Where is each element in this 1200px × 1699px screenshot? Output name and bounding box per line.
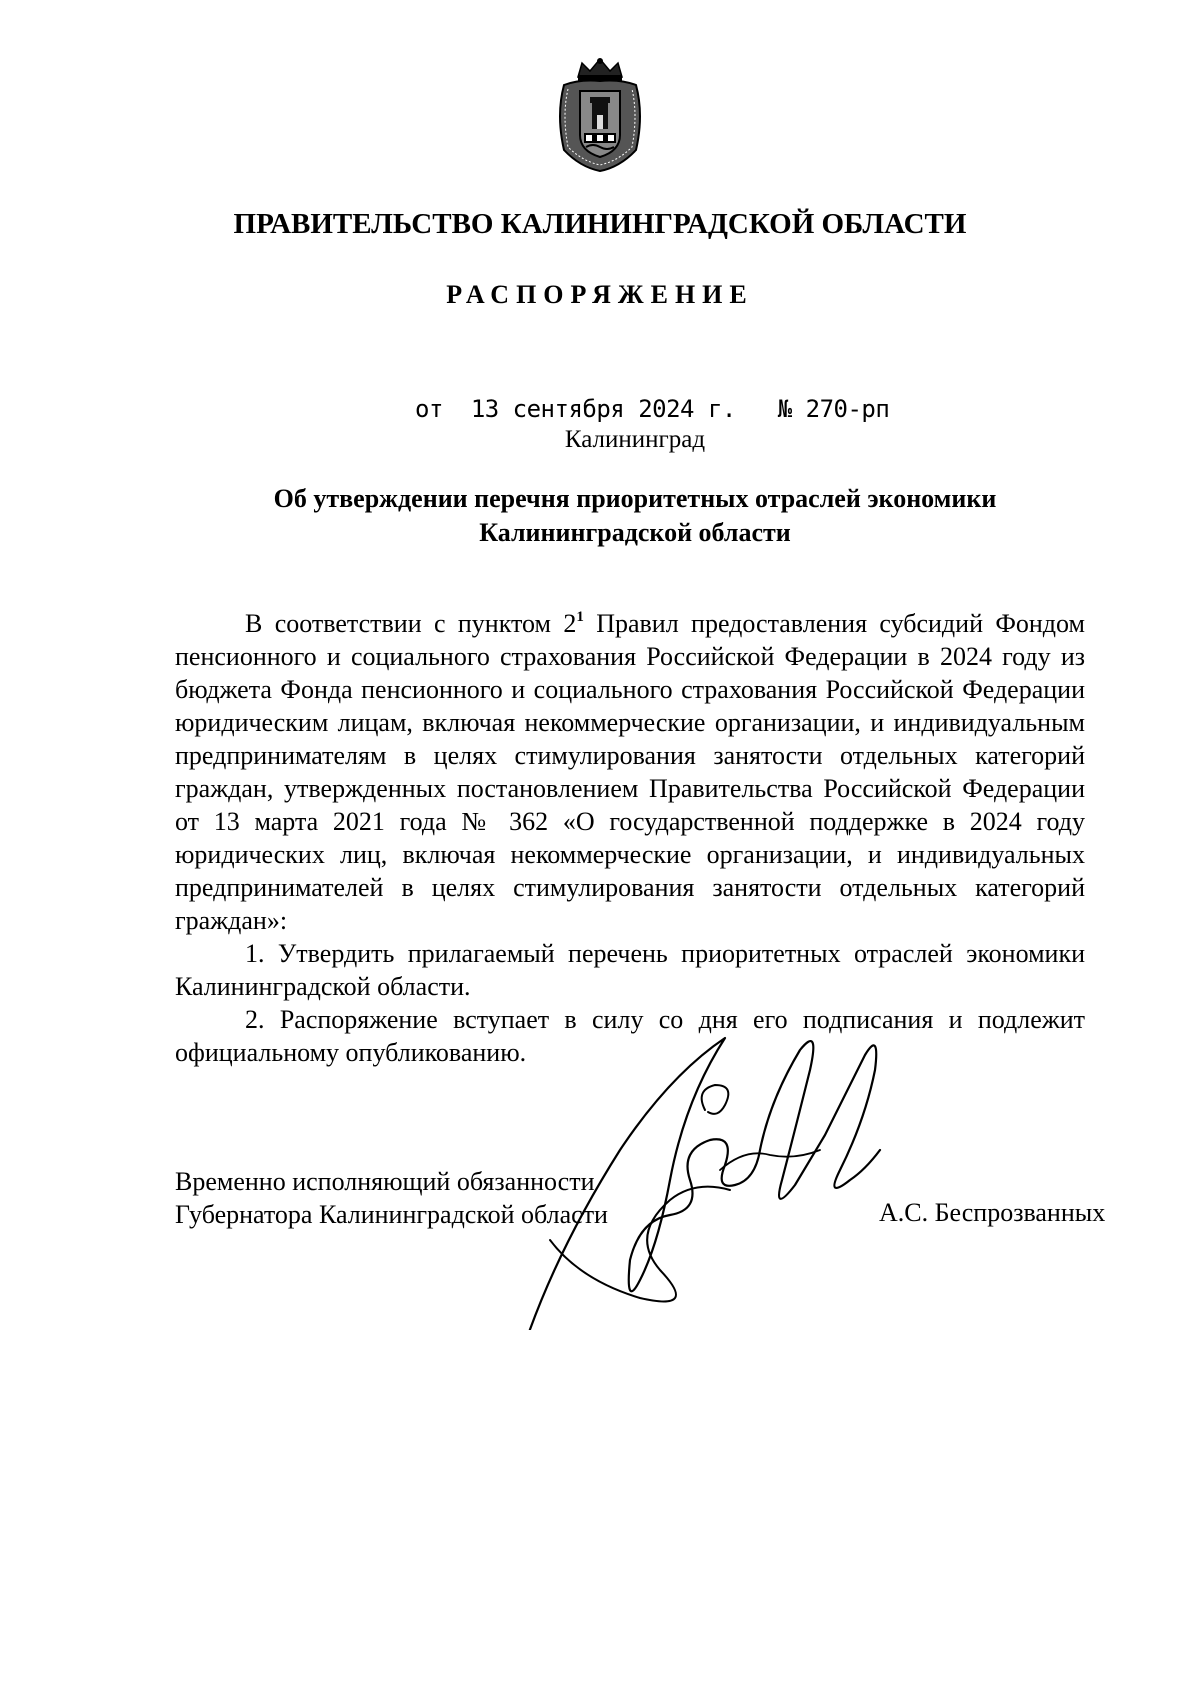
item-2-paragraph: 2. Распоряжение вступает в силу со дня его подписания и подлежит официальному опубликованию. (175, 1005, 1085, 1067)
coat-of-arms-icon (550, 55, 650, 175)
preamble-superscript: 1 (576, 609, 584, 625)
document-place-wrap (0, 426, 1200, 454)
position-line-2: Губернатора Калининградской области (175, 1200, 608, 1229)
document-type: РАСПОРЯЖЕНИЕ (446, 280, 754, 309)
signatory-name: А.С. Беспрозванных (879, 1198, 1106, 1227)
document-place: Калининград (564, 426, 706, 453)
position-line-1: Временно исполняющий обязанности (175, 1167, 595, 1196)
preamble-start: В соответствии с пунктом 2 (245, 609, 577, 638)
title-line-2: Калининградской области (479, 518, 791, 547)
preamble-rest: Правил предоставления субсидий Фондом пенсионного и социального страхования Российской Федерации в 2024 году из бюджета Фонда пенсионного и социального страхования Российской Федерации юридическим лицам, включая некоммерческие организации, и индивидуальным предпринимателям в целях стимулирования занятости отдельных категорий граждан, утвержденных постановлением Правительства Российской Федерации от 13 марта 2021 года № 362 «О государственной поддержке в 2024 году юридических лиц, включая некоммерческие организации, и индивидуальных предпринимателей в целях стимулирования занятости отдельных категорий граждан»: (175, 609, 1085, 935)
document-number: № 270-рп (777, 395, 890, 423)
item-1-paragraph: 1. Утвердить прилагаемый перечень приоритетных отраслей экономики Калининградской области. (175, 939, 1085, 1001)
preamble-paragraph (175, 607, 1085, 937)
organization-title: ПРАВИТЕЛЬСТВО КАЛИНИНГРАДСКОЙ ОБЛАСТИ (233, 208, 967, 240)
title-line-1: Об утверждении перечня приоритетных отраслей экономики (273, 484, 997, 513)
document-date: 13 сентября 2024 г. (470, 395, 736, 423)
handwritten-signature (520, 1030, 940, 1330)
document-title (200, 482, 1070, 550)
date-line (415, 395, 889, 423)
date-prefix: от (415, 395, 443, 423)
document-body (175, 607, 1085, 1069)
